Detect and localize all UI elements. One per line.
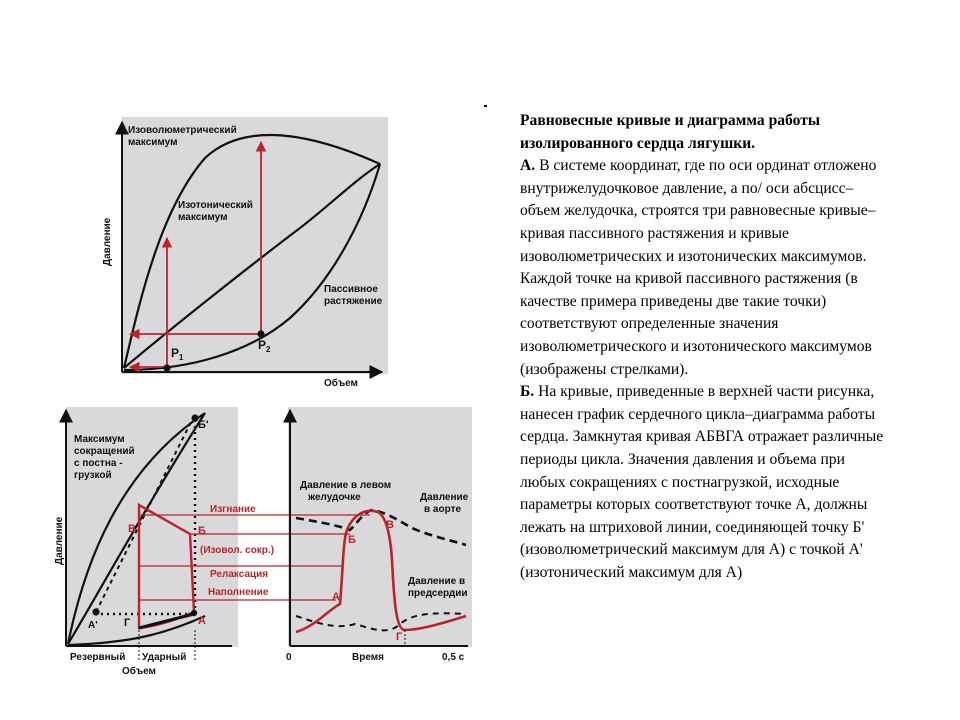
caption-a-text: В системе координат, где по оси ординат отложено внутрижелудочковое давление, а по/ оси абсцисс–объем желудочка, строятся три равновесные кривые–кривая пассивного растяжения и кривые изоволюметрических и изотонических максимумов. Каждой точке на кривой пассивного растяжения (в качестве примера приведены две такие точки) соответствуют определенные значения изоволюметрического и изотонического максимумов (изображены стрелками). (520, 157, 877, 378)
label-passive-line2: растяжение (324, 296, 383, 307)
label-isotonic-line2: максимум (178, 212, 228, 223)
label-max-line3: с постна - (74, 458, 123, 469)
point-a-prime-dot (92, 608, 99, 615)
label-isovolumetric-line2: максимум (128, 137, 178, 148)
br-point-a-label: А (332, 591, 340, 603)
label-max-line1: Максимум (74, 434, 125, 445)
caption-a-marker: А. (520, 157, 536, 175)
atrial-pressure-dashed (296, 613, 466, 630)
label-atrium-line1: Давление в (408, 576, 466, 587)
point-a-dot (191, 610, 197, 616)
point-a-label: А (198, 615, 206, 627)
caption-b-text: На кривые, приведенные в верхней части рисунка, нанесен график сердечного цикла–диаграмма работы сердца. Замкнутая кривая АБВГА отражает различные периоды цикла. Значения давления и объема при любых сокращениях с постнагрузкой, исходные параметры которых соответствуют точке А, должны лежать на штриховой линии, соединяющей точку Б' (изоволюметрический максимум для А) с точкой А' (изотонический максимум для А) (520, 383, 884, 581)
br-point-v-label: В (386, 519, 394, 531)
caption-part-a (520, 155, 892, 381)
point-p1-label: $P_1$ (171, 346, 184, 362)
caption-part-b (520, 381, 892, 584)
caption-b-marker: Б. (520, 383, 535, 401)
label-isovolumetric-line1: Изоволюметрический (128, 125, 237, 136)
point-a-prime-label: А' (88, 620, 98, 631)
label-max-line4: грузкой (74, 470, 112, 481)
br-point-b-label: Б (348, 534, 356, 546)
point-b-label: Б (198, 525, 206, 537)
br-tick-end: 0,5 с (442, 652, 465, 663)
label-passive-line1: Пассивное (324, 284, 378, 295)
label-aorta-line1: Давление (420, 492, 469, 503)
br-tick-zero: 0 (286, 652, 292, 663)
figure-caption (520, 110, 892, 584)
point-v-label: В (128, 523, 136, 535)
br-x-axis-label: Время (352, 652, 384, 663)
isotonic-max-curve (124, 164, 380, 368)
label-max-line2: сокращений (74, 446, 135, 457)
label-reserve: Резервный (70, 652, 126, 663)
phase-ejection-label: Изгнание (210, 504, 256, 515)
caption-title: Равновесные кривые и диаграмма работы изолированного сердца лягушки. (520, 112, 821, 152)
label-lv-line2: желудочке (308, 492, 361, 503)
point-g-label: Г (124, 617, 131, 629)
label-lv-line1: Давление в левом (300, 480, 392, 491)
phase-isovolumic-label: (Изовол. сокр.) (200, 545, 275, 556)
top-diagram (102, 122, 383, 389)
pv-loop-thick-base (139, 614, 194, 628)
bl-x-axis-label: Объем (122, 666, 156, 677)
point-b-prime-label: Б' (198, 419, 209, 431)
label-aorta-line2: в аорте (424, 504, 462, 515)
label-isotonic-line1: Изотонический (178, 200, 253, 211)
br-point-g-label: Г (396, 631, 403, 643)
phase-connectors (139, 504, 370, 600)
point-p2-label: $P_2$ (258, 338, 271, 354)
top-x-axis-label: Объем (324, 378, 358, 389)
point-p2-dot (257, 330, 264, 337)
lv-pressure-curve (296, 511, 466, 632)
top-y-axis-label: Давление (102, 217, 113, 266)
point-p1-dot (163, 364, 170, 371)
bottom-right-diagram (286, 410, 469, 663)
phase-filling-label: Наполнение (208, 587, 269, 598)
bl-y-axis-label: Давление (54, 516, 65, 565)
label-atrium-line2: предсердии (408, 588, 468, 599)
bottom-left-diagram (54, 410, 232, 677)
label-stroke: Ударный (142, 652, 187, 663)
phase-relaxation-label: Релаксация (210, 569, 269, 580)
